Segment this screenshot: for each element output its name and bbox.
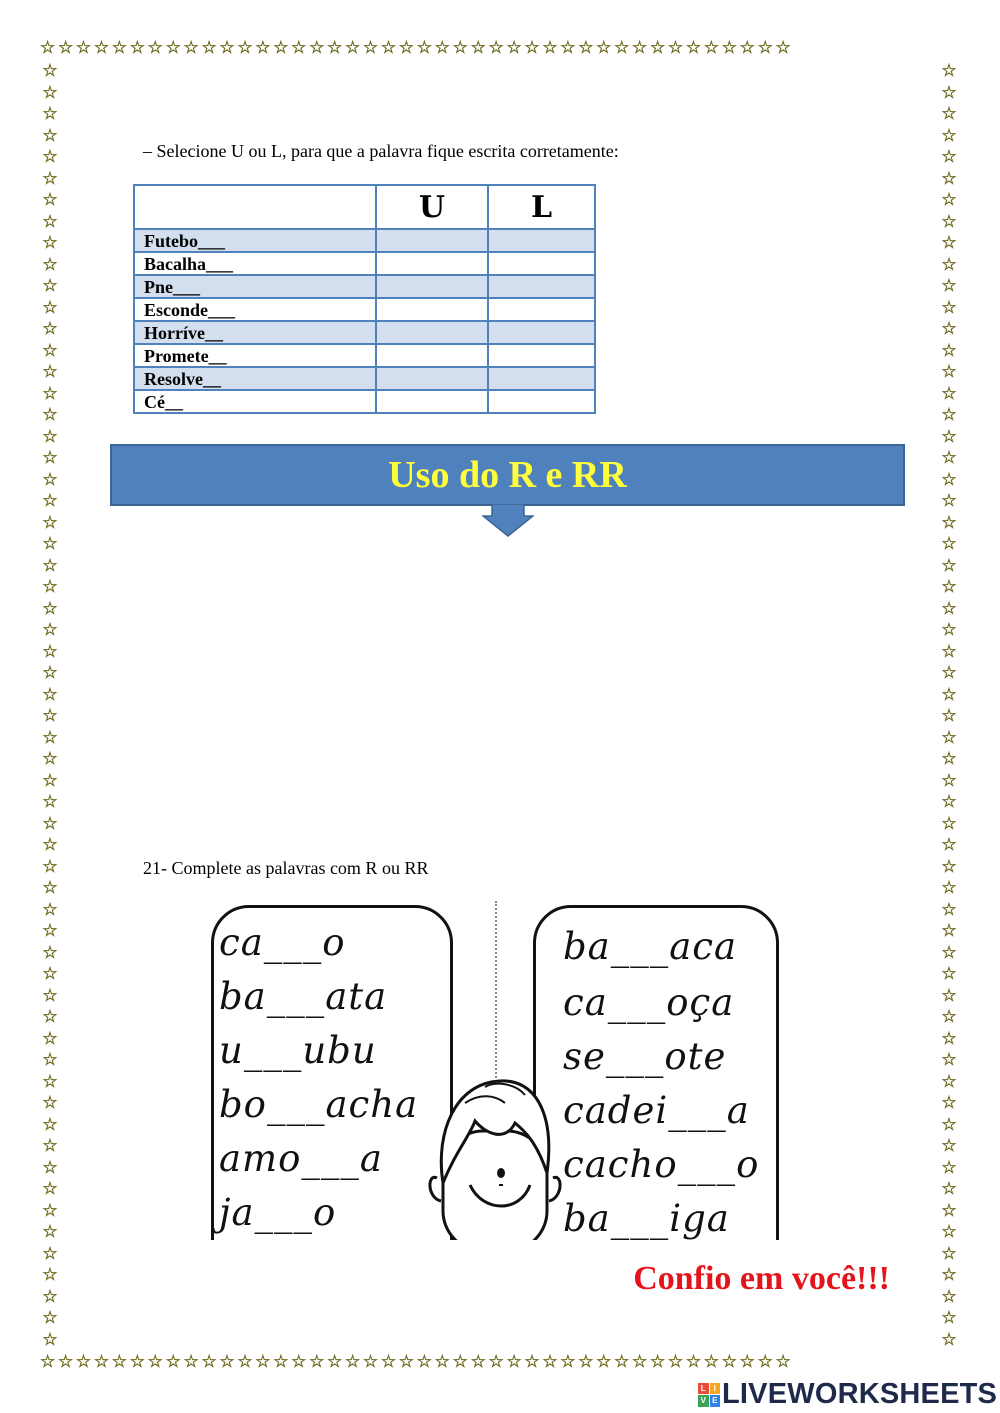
u-option-cell[interactable]: [376, 367, 488, 390]
table-row: [134, 252, 595, 275]
table-row: [134, 275, 595, 298]
l-option-cell[interactable]: [488, 298, 595, 321]
header-blank: [134, 185, 376, 229]
word-cell: Bacalha___: [134, 252, 376, 275]
word-cell: Esconde___: [134, 298, 376, 321]
header-u: U: [376, 185, 488, 229]
dotted-divider: [495, 901, 497, 1101]
table-row: [134, 321, 595, 344]
logo-letter: L: [698, 1383, 709, 1395]
word-cell: Promete__: [134, 344, 376, 367]
r-rr-worksheet-image: [205, 895, 785, 1240]
table-row: [134, 298, 595, 321]
star-border-right: ☆ ☆ ☆ ☆ ☆ ☆ ☆ ☆ ☆ ☆ ☆ ☆ ☆ ☆ ☆ ☆ ☆ ☆ ☆ ☆ ☆ ☆ ☆ ☆ ☆ ☆ ☆ ☆ ☆ ☆ ☆ ☆ ☆ ☆ ☆ ☆ ☆ ☆ ☆ ☆ ☆ ☆ ☆ ☆ ☆ ☆ ☆ ☆ ☆ ☆ ☆ ☆ ☆ ☆ ☆ ☆ ☆ ☆ ☆ ☆: [941, 61, 957, 1349]
boy-illustration: [425, 1073, 565, 1240]
table-row: [134, 229, 595, 252]
u-option-cell[interactable]: [376, 252, 488, 275]
right-word: ba___aca: [563, 925, 738, 968]
u-option-cell[interactable]: [376, 298, 488, 321]
section-banner: [110, 444, 905, 506]
liveworksheets-text: LIVEWORKSHEETS: [722, 1378, 998, 1410]
right-word: ca___oça: [563, 981, 735, 1024]
l-option-cell[interactable]: [488, 321, 595, 344]
right-word: cacho___o: [563, 1143, 760, 1186]
star-border-bottom: ☆☆☆☆☆☆☆☆☆☆☆☆☆☆☆☆☆☆☆☆☆☆☆☆☆☆☆☆☆☆☆☆☆☆☆☆☆☆☆☆☆☆: [40, 1352, 794, 1371]
left-word: bo___acha: [219, 1083, 419, 1126]
logo-letter: V: [698, 1395, 709, 1407]
l-option-cell[interactable]: [488, 367, 595, 390]
right-word: cadei___a: [563, 1089, 750, 1132]
left-word: u___ubu: [219, 1029, 377, 1072]
liveworksheets-watermark: [698, 1378, 997, 1411]
logo-letter: I: [710, 1383, 721, 1395]
u-option-cell[interactable]: [376, 344, 488, 367]
left-word: ja___o: [219, 1191, 337, 1234]
word-cell: Horríve__: [134, 321, 376, 344]
u-option-cell[interactable]: [376, 390, 488, 413]
u-option-cell[interactable]: [376, 229, 488, 252]
header-l: L: [488, 185, 595, 229]
banner-title: Uso do R e RR: [388, 454, 627, 496]
u-option-cell[interactable]: [376, 321, 488, 344]
l-option-cell[interactable]: [488, 344, 595, 367]
logo-letter: E: [710, 1395, 721, 1407]
closing-message: Confio em você!!!: [633, 1260, 890, 1297]
star-border-left: ☆ ☆ ☆ ☆ ☆ ☆ ☆ ☆ ☆ ☆ ☆ ☆ ☆ ☆ ☆ ☆ ☆ ☆ ☆ ☆ ☆ ☆ ☆ ☆ ☆ ☆ ☆ ☆ ☆ ☆ ☆ ☆ ☆ ☆ ☆ ☆ ☆ ☆ ☆ ☆ ☆ ☆ ☆ ☆ ☆ ☆ ☆ ☆ ☆ ☆ ☆ ☆ ☆ ☆ ☆ ☆ ☆ ☆ ☆ ☆: [42, 61, 58, 1349]
l-option-cell[interactable]: [488, 390, 595, 413]
down-arrow-icon: [482, 504, 534, 538]
instruction-text: – Selecione U ou L, para que a palavra fique escrita corretamente:: [143, 141, 619, 161]
left-word: amo___a: [219, 1137, 383, 1180]
liveworksheets-logo-icon: [698, 1383, 720, 1407]
exercise-title: 21- Complete as palavras com R ou RR: [143, 858, 429, 878]
word-cell: Resolve__: [134, 367, 376, 390]
left-word: ba___ata: [219, 975, 388, 1018]
left-word: ca___o: [219, 921, 346, 964]
star-border-top: ☆☆☆☆☆☆☆☆☆☆☆☆☆☆☆☆☆☆☆☆☆☆☆☆☆☆☆☆☆☆☆☆☆☆☆☆☆☆☆☆☆☆: [40, 38, 794, 57]
word-cell: Pne___: [134, 275, 376, 298]
word-cell: Futebo___: [134, 229, 376, 252]
l-option-cell[interactable]: [488, 229, 595, 252]
u-or-l-table: [133, 184, 596, 414]
right-word: ba___iga: [563, 1197, 730, 1240]
table-row: [134, 367, 595, 390]
l-option-cell[interactable]: [488, 275, 595, 298]
u-option-cell[interactable]: [376, 275, 488, 298]
table-row: [134, 344, 595, 367]
table-row: [134, 390, 595, 413]
word-cell: Cé__: [134, 390, 376, 413]
table-header-row: [134, 185, 595, 229]
right-word: se___ote: [563, 1035, 727, 1078]
l-option-cell[interactable]: [488, 252, 595, 275]
